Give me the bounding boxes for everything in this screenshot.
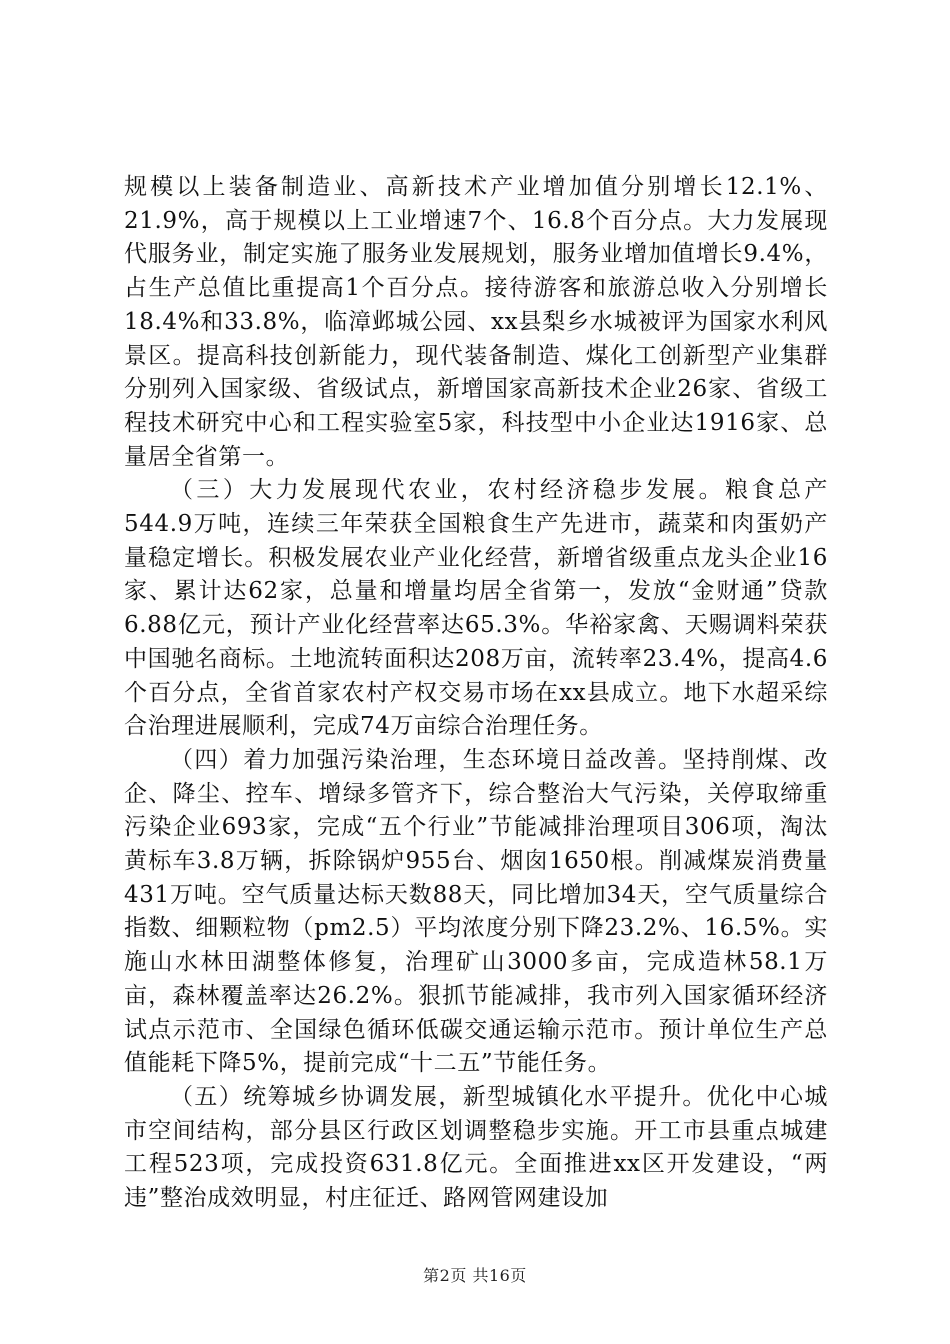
page-number-footer: 第2页 共16页 xyxy=(423,1266,527,1285)
paragraph-pollution: （四）着力加强污染治理，生态环境日益改善。坚持削煤、改企、降尘、控车、增绿多管齐下，综合整治大气污染，关停取缔重污染企业693家，完成“五个行业”节能减排治理项目306项，淘汰黄标车3.8万辆，拆除锅炉955台、烟囱1650根。削减煤炭消费量431万吨。空气质量达标天数88天，同比增加34天，空气质量综合指数、细颗粒物（pm2.5）平均浓度分别下降23.2%、16.5%。实施山水林田湖整体修复，治理矿山3000多亩，完成造林58.1万亩，森林覆盖率达26.2%。狠抓节能减排，我市列入国家循环经济试点示范市、全国绿色循环低碳交通运输示范市。预计单位生产总值能耗下降5%，提前完成“十二五”节能任务。 xyxy=(124,746,828,1077)
paragraph-industry: 规模以上装备制造业、高新技术产业增加值分别增长12.1%、21.9%，高于规模以上工业增速7个、16.8个百分点。大力发展现代服务业，制定实施了服务业发展规划，服务业增加值增长9.4%，占生产总值比重提高1个百分点。接待游客和旅游总收入分别增长18.4%和33.8%，临漳邺城公园、xx县梨乡水城被评为国家水利风景区。提高科技创新能力，现代装备制造、煤化工创新型产业集群分别列入国家级、省级试点，新增国家高新技术企业26家、省级工程技术研究中心和工程实验室5家，科技型中小企业达1916家、总量居全省第一。 xyxy=(124,174,828,470)
document-body xyxy=(124,171,828,1216)
paragraph-agriculture: （三）大力发展现代农业，农村经济稳步发展。粮食总产544.9万吨，连续三年荣获全国粮食生产先进市，蔬菜和肉蛋奶产量稳定增长。积极发展农业产业化经营，新增省级重点龙头企业16家、累计达62家，总量和增量均居全省第一，发放“金财通”贷款6.88亿元，预计产业化经营率达65.3%。华裕家禽、天赐调料荣获中国驰名商标。土地流转面积达208万亩，流转率23.4%，提高4.6个百分点，全省首家农村产权交易市场在xx县成立。地下水超采综合治理进展顺利，完成74万亩综合治理任务。 xyxy=(124,477,828,740)
paragraph-urban-rural: （五）统筹城乡协调发展，新型城镇化水平提升。优化中心城市空间结构，部分县区行政区划调整稳步实施。开工市县重点城建工程523项，完成投资631.8亿元。全面推进xx区开发建设，“两违”整治成效明显，村庄征迁、路网管网建设加 xyxy=(124,1083,828,1212)
